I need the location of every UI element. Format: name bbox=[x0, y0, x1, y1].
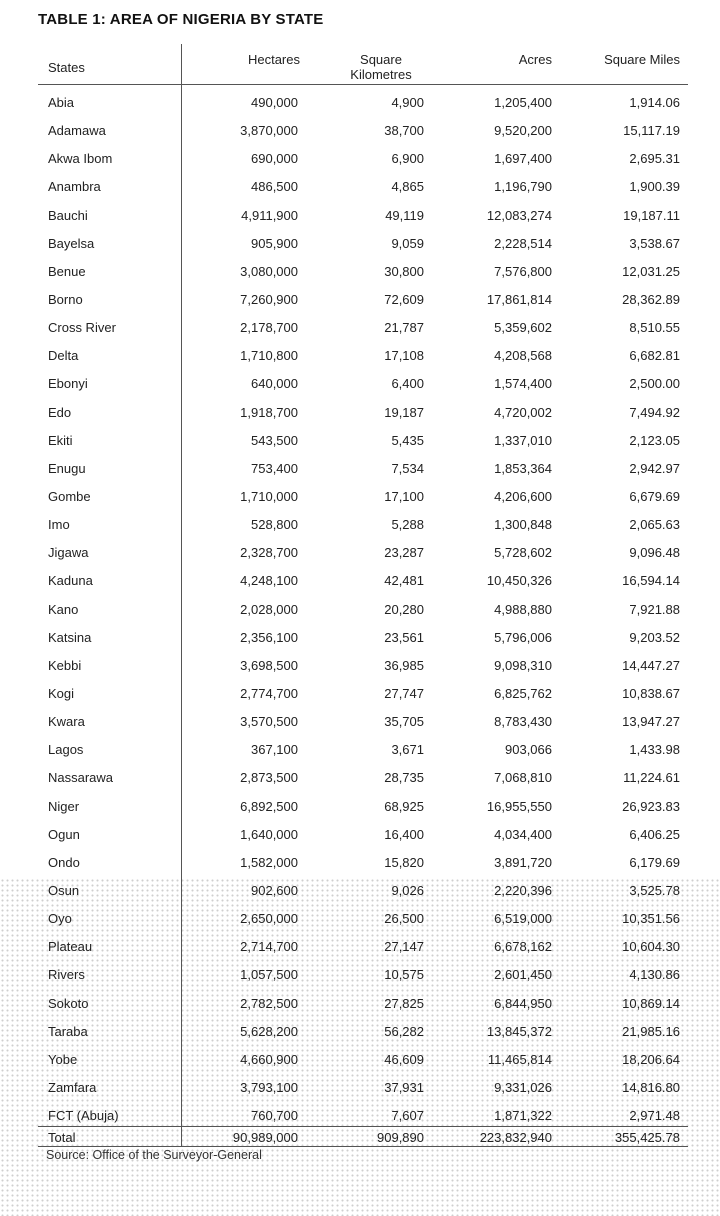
hectares-value: 7,260,900 bbox=[240, 291, 298, 307]
state-name: Ogun bbox=[48, 826, 80, 842]
sqkm-value: 6,900 bbox=[391, 151, 424, 167]
state-name: Ebonyi bbox=[48, 376, 88, 392]
table-row bbox=[38, 230, 688, 258]
state-name: Ekiti bbox=[48, 432, 73, 448]
acres-value: 11,465,814 bbox=[487, 1051, 552, 1067]
sqkm-value: 4,900 bbox=[391, 95, 424, 110]
state-name: Kano bbox=[48, 601, 79, 617]
state-name: Taraba bbox=[48, 1023, 88, 1039]
hectares-value: 6,892,500 bbox=[240, 798, 298, 814]
acres-value: 12,083,274 bbox=[486, 207, 552, 223]
sqmiles-value: 18,206.64 bbox=[622, 1051, 680, 1067]
table-row bbox=[38, 399, 688, 427]
state-name: Anambra bbox=[48, 179, 101, 195]
sqkm-value: 9,059 bbox=[391, 235, 424, 251]
table-row bbox=[38, 1046, 688, 1074]
acres-value: 10,450,326 bbox=[486, 573, 552, 589]
state-name: Delta bbox=[48, 348, 79, 364]
state-name: Sokoto bbox=[48, 995, 89, 1011]
acres-value: 1,205,400 bbox=[494, 95, 552, 110]
table-row bbox=[38, 793, 688, 821]
sqmiles-value: 7,494.92 bbox=[629, 404, 680, 420]
sqkm-value: 5,288 bbox=[391, 517, 424, 533]
hectares-value: 1,918,700 bbox=[240, 404, 298, 420]
total-label: Total bbox=[48, 1130, 76, 1145]
table-row bbox=[38, 539, 688, 567]
state-name: FCT (Abuja) bbox=[48, 1108, 119, 1124]
sqmiles-value: 10,604.30 bbox=[622, 939, 680, 955]
state-name: Kwara bbox=[48, 714, 85, 730]
sqkm-value: 37,931 bbox=[384, 1079, 424, 1095]
hectares-value: 1,640,000 bbox=[240, 826, 298, 842]
hectares-value: 902,600 bbox=[251, 882, 298, 898]
sqmiles-value: 15,117.19 bbox=[623, 123, 680, 139]
table-row bbox=[38, 89, 688, 117]
sqmiles-value: 14,816.80 bbox=[622, 1079, 680, 1095]
state-name: Kaduna bbox=[48, 573, 93, 589]
acres-value: 5,796,006 bbox=[494, 629, 552, 645]
hectares-value: 543,500 bbox=[251, 432, 298, 448]
sqmiles-value: 11,224.61 bbox=[623, 770, 680, 786]
table-row bbox=[38, 933, 688, 961]
state-name: Bauchi bbox=[48, 207, 88, 223]
sqmiles-value: 26,923.83 bbox=[622, 798, 680, 814]
sqkm-value: 16,400 bbox=[384, 826, 424, 842]
hectares-value: 486,500 bbox=[251, 179, 298, 195]
sqkm-value: 42,481 bbox=[384, 573, 424, 589]
header-acres: Acres bbox=[518, 52, 552, 67]
sqkm-value: 72,609 bbox=[384, 291, 424, 307]
sqmiles-value: 3,525.78 bbox=[629, 882, 680, 898]
sqkm-value: 27,147 bbox=[384, 939, 424, 955]
hectares-value: 2,873,500 bbox=[240, 770, 298, 786]
table-title: TABLE 1: AREA OF NIGERIA BY STATE bbox=[38, 11, 324, 28]
acres-value: 6,519,000 bbox=[494, 911, 552, 927]
sqmiles-value: 1,900.39 bbox=[629, 179, 680, 195]
sqkm-value: 30,800 bbox=[384, 263, 424, 279]
sqkm-value: 20,280 bbox=[384, 601, 424, 617]
sqkm-value: 3,671 bbox=[391, 742, 424, 758]
acres-value: 1,337,010 bbox=[494, 432, 552, 448]
sqkm-value: 23,561 bbox=[384, 629, 424, 645]
sqkm-value: 4,865 bbox=[391, 179, 424, 195]
table-body bbox=[38, 89, 688, 1130]
state-name: Rivers bbox=[48, 967, 85, 983]
state-name: Benue bbox=[48, 263, 86, 279]
hectares-value: 2,782,500 bbox=[240, 995, 298, 1011]
sqkm-value: 7,534 bbox=[391, 460, 424, 476]
sqmiles-value: 1,914.06 bbox=[629, 95, 680, 110]
hectares-value: 3,080,000 bbox=[240, 263, 298, 279]
table-row bbox=[38, 286, 688, 314]
total-sqmiles: 355,425.78 bbox=[614, 1130, 680, 1145]
sqmiles-value: 7,921.88 bbox=[629, 601, 680, 617]
hectares-value: 905,900 bbox=[251, 235, 298, 251]
table-row bbox=[38, 117, 688, 145]
table-header bbox=[38, 44, 688, 85]
sqmiles-value: 19,187.11 bbox=[623, 207, 680, 223]
sqkm-value: 56,282 bbox=[384, 1023, 424, 1039]
state-name: Nassarawa bbox=[48, 770, 114, 786]
table-row bbox=[38, 145, 688, 173]
sqmiles-value: 9,203.52 bbox=[629, 629, 680, 645]
table-row bbox=[38, 342, 688, 370]
hectares-value: 2,774,700 bbox=[240, 685, 298, 701]
hectares-value: 4,911,900 bbox=[241, 207, 298, 223]
hectares-value: 2,028,000 bbox=[240, 601, 298, 617]
header-sqkm-line1: Square bbox=[360, 52, 402, 67]
hectares-value: 1,582,000 bbox=[240, 854, 298, 870]
table-row bbox=[38, 511, 688, 539]
sqkm-value: 49,119 bbox=[385, 207, 424, 223]
total-sqkm: 909,890 bbox=[377, 1130, 424, 1145]
table-row bbox=[38, 736, 688, 764]
state-name: Gombe bbox=[48, 488, 91, 504]
hectares-value: 5,628,200 bbox=[240, 1023, 298, 1039]
acres-value: 7,576,800 bbox=[494, 263, 552, 279]
sqmiles-value: 3,538.67 bbox=[629, 235, 680, 251]
sqkm-value: 46,609 bbox=[384, 1051, 424, 1067]
sqmiles-value: 28,362.89 bbox=[622, 291, 680, 307]
hectares-value: 753,400 bbox=[251, 460, 298, 476]
hectares-value: 640,000 bbox=[251, 376, 298, 392]
acres-value: 1,871,322 bbox=[494, 1108, 552, 1124]
hectares-value: 490,000 bbox=[251, 95, 298, 110]
state-name: Yobe bbox=[48, 1051, 78, 1067]
table-row bbox=[38, 314, 688, 342]
acres-value: 1,574,400 bbox=[494, 376, 552, 392]
total-acres: 223,832,940 bbox=[479, 1130, 552, 1145]
state-name: Plateau bbox=[48, 939, 93, 955]
sqmiles-value: 1,433.98 bbox=[629, 742, 680, 758]
state-name: Edo bbox=[48, 404, 72, 420]
sqkm-value: 7,607 bbox=[391, 1108, 424, 1124]
hectares-value: 2,178,700 bbox=[240, 320, 298, 336]
table-row bbox=[38, 258, 688, 286]
acres-value: 9,520,200 bbox=[494, 123, 552, 139]
sqmiles-value: 4,130.86 bbox=[629, 967, 680, 983]
sqkm-value: 21,787 bbox=[384, 320, 424, 336]
sqkm-value: 38,700 bbox=[384, 123, 424, 139]
state-name: Abia bbox=[48, 95, 75, 110]
table-row bbox=[38, 877, 688, 905]
table-row bbox=[38, 990, 688, 1018]
hectares-value: 1,057,500 bbox=[240, 967, 298, 983]
sqkm-value: 5,435 bbox=[391, 432, 424, 448]
table-row bbox=[38, 483, 688, 511]
hectares-value: 1,710,000 bbox=[240, 488, 298, 504]
state-name: Imo bbox=[48, 517, 70, 533]
sqkm-value: 26,500 bbox=[384, 911, 424, 927]
total-bottom-rule bbox=[38, 1146, 688, 1147]
acres-value: 2,601,450 bbox=[494, 967, 552, 983]
sqkm-value: 6,400 bbox=[391, 376, 424, 392]
sqmiles-value: 6,679.69 bbox=[629, 488, 680, 504]
sqkm-value: 10,575 bbox=[384, 967, 424, 983]
hectares-value: 3,793,100 bbox=[240, 1079, 298, 1095]
state-name: Niger bbox=[48, 798, 80, 814]
hectares-value: 1,710,800 bbox=[240, 348, 298, 364]
table-row bbox=[38, 1074, 688, 1102]
acres-value: 2,220,396 bbox=[494, 882, 552, 898]
sqmiles-value: 10,351.56 bbox=[622, 911, 680, 927]
acres-value: 4,034,400 bbox=[494, 826, 552, 842]
sqmiles-value: 6,682.81 bbox=[629, 348, 680, 364]
acres-value: 4,988,880 bbox=[494, 601, 552, 617]
sqmiles-value: 13,947.27 bbox=[622, 714, 680, 730]
sqmiles-value: 6,179.69 bbox=[629, 854, 680, 870]
acres-value: 7,068,810 bbox=[494, 770, 552, 786]
table-row bbox=[38, 370, 688, 398]
acres-value: 6,678,162 bbox=[494, 939, 552, 955]
state-name: Jigawa bbox=[48, 545, 89, 561]
acres-value: 16,955,550 bbox=[486, 798, 552, 814]
state-name: Kogi bbox=[48, 685, 75, 701]
acres-value: 4,206,600 bbox=[494, 488, 552, 504]
sqmiles-value: 16,594.14 bbox=[622, 573, 680, 589]
sqmiles-value: 2,500.00 bbox=[629, 376, 680, 392]
header-square-kilometres bbox=[336, 52, 426, 82]
sqkm-value: 28,735 bbox=[384, 770, 424, 786]
hectares-value: 4,248,100 bbox=[240, 573, 298, 589]
sqkm-value: 17,108 bbox=[384, 348, 424, 364]
state-name: Oyo bbox=[48, 911, 72, 927]
table-row bbox=[38, 1018, 688, 1046]
sqmiles-value: 9,096.48 bbox=[629, 545, 680, 561]
acres-value: 4,720,002 bbox=[494, 404, 552, 420]
hectares-value: 367,100 bbox=[251, 742, 298, 758]
sqmiles-value: 8,510.55 bbox=[629, 320, 680, 336]
acres-value: 903,066 bbox=[505, 742, 552, 758]
table-row bbox=[38, 652, 688, 680]
state-name: Enugu bbox=[48, 460, 86, 476]
sqkm-value: 36,985 bbox=[384, 657, 424, 673]
acres-value: 6,825,762 bbox=[494, 685, 552, 701]
table-row bbox=[38, 821, 688, 849]
sqkm-value: 68,925 bbox=[384, 798, 424, 814]
sqkm-value: 27,825 bbox=[384, 995, 424, 1011]
hectares-value: 760,700 bbox=[251, 1108, 298, 1124]
sqmiles-value: 2,065.63 bbox=[629, 517, 680, 533]
state-name: Akwa Ibom bbox=[48, 151, 113, 167]
state-name: Kebbi bbox=[48, 657, 82, 673]
sqkm-value: 35,705 bbox=[384, 714, 424, 730]
sqkm-value: 17,100 bbox=[384, 488, 424, 504]
hectares-value: 2,328,700 bbox=[240, 545, 298, 561]
hectares-value: 3,870,000 bbox=[240, 123, 298, 139]
source-note: Source: Office of the Surveyor-General bbox=[46, 1148, 262, 1162]
sqmiles-value: 2,123.05 bbox=[629, 432, 680, 448]
hectares-value: 690,000 bbox=[251, 151, 298, 167]
header-square-miles: Square Miles bbox=[604, 52, 680, 67]
header-states: States bbox=[48, 60, 85, 75]
hectares-value: 4,660,900 bbox=[240, 1051, 298, 1067]
acres-value: 1,196,790 bbox=[494, 179, 552, 195]
table-row bbox=[38, 905, 688, 933]
acres-value: 9,098,310 bbox=[494, 657, 552, 673]
state-name: Adamawa bbox=[48, 123, 106, 139]
sqmiles-value: 10,869.14 bbox=[622, 995, 680, 1011]
sqmiles-value: 10,838.67 bbox=[622, 685, 680, 701]
sqmiles-value: 14,447.27 bbox=[622, 657, 680, 673]
table-row bbox=[38, 455, 688, 483]
sqkm-value: 15,820 bbox=[384, 854, 424, 870]
table-row bbox=[38, 624, 688, 652]
header-hectares: Hectares bbox=[247, 52, 300, 67]
hectares-value: 528,800 bbox=[251, 517, 298, 533]
state-name: Ondo bbox=[48, 854, 80, 870]
sqmiles-value: 12,031.25 bbox=[622, 263, 680, 279]
sqmiles-value: 21,985.16 bbox=[622, 1023, 680, 1039]
sqkm-value: 23,287 bbox=[384, 545, 424, 561]
acres-value: 6,844,950 bbox=[494, 995, 552, 1011]
acres-value: 8,783,430 bbox=[494, 714, 552, 730]
table-row bbox=[38, 764, 688, 792]
hectares-value: 2,356,100 bbox=[240, 629, 298, 645]
acres-value: 9,331,026 bbox=[494, 1079, 552, 1095]
sqmiles-value: 6,406.25 bbox=[629, 826, 680, 842]
state-name: Lagos bbox=[48, 742, 84, 758]
table-row bbox=[38, 708, 688, 736]
hectares-value: 3,698,500 bbox=[240, 657, 298, 673]
header-sqkm-line2: Kilometres bbox=[350, 67, 412, 82]
hectares-value: 2,714,700 bbox=[240, 939, 298, 955]
state-name: Zamfara bbox=[48, 1079, 97, 1095]
table-row bbox=[38, 567, 688, 595]
acres-value: 5,359,602 bbox=[494, 320, 552, 336]
acres-value: 1,300,848 bbox=[494, 517, 552, 533]
table-row bbox=[38, 680, 688, 708]
state-name: Osun bbox=[48, 882, 80, 898]
acres-value: 2,228,514 bbox=[494, 235, 552, 251]
state-name: Bayelsa bbox=[48, 235, 95, 251]
total-hectares: 90,989,000 bbox=[232, 1130, 298, 1145]
table-row bbox=[38, 427, 688, 455]
state-name: Borno bbox=[48, 291, 83, 307]
hectares-value: 3,570,500 bbox=[240, 714, 298, 730]
sqmiles-value: 2,942.97 bbox=[629, 460, 680, 476]
state-name: Katsina bbox=[48, 629, 92, 645]
sqkm-value: 9,026 bbox=[391, 882, 424, 898]
acres-value: 1,853,364 bbox=[494, 460, 552, 476]
table-row bbox=[38, 596, 688, 624]
total-row bbox=[38, 1128, 688, 1146]
table-row bbox=[38, 202, 688, 230]
total-top-rule bbox=[38, 1126, 688, 1127]
table-row bbox=[38, 173, 688, 201]
acres-value: 3,891,720 bbox=[494, 854, 552, 870]
state-name: Cross River bbox=[48, 320, 116, 336]
acres-value: 1,697,400 bbox=[494, 151, 552, 167]
table-row bbox=[38, 849, 688, 877]
hectares-value: 2,650,000 bbox=[240, 911, 298, 927]
table-row bbox=[38, 961, 688, 989]
sqmiles-value: 2,695.31 bbox=[629, 151, 680, 167]
sqkm-value: 27,747 bbox=[384, 685, 424, 701]
acres-value: 5,728,602 bbox=[494, 545, 552, 561]
acres-value: 17,861,814 bbox=[486, 291, 552, 307]
sqmiles-value: 2,971.48 bbox=[629, 1108, 680, 1124]
sqkm-value: 19,187 bbox=[384, 404, 424, 420]
acres-value: 13,845,372 bbox=[486, 1023, 552, 1039]
acres-value: 4,208,568 bbox=[494, 348, 552, 364]
